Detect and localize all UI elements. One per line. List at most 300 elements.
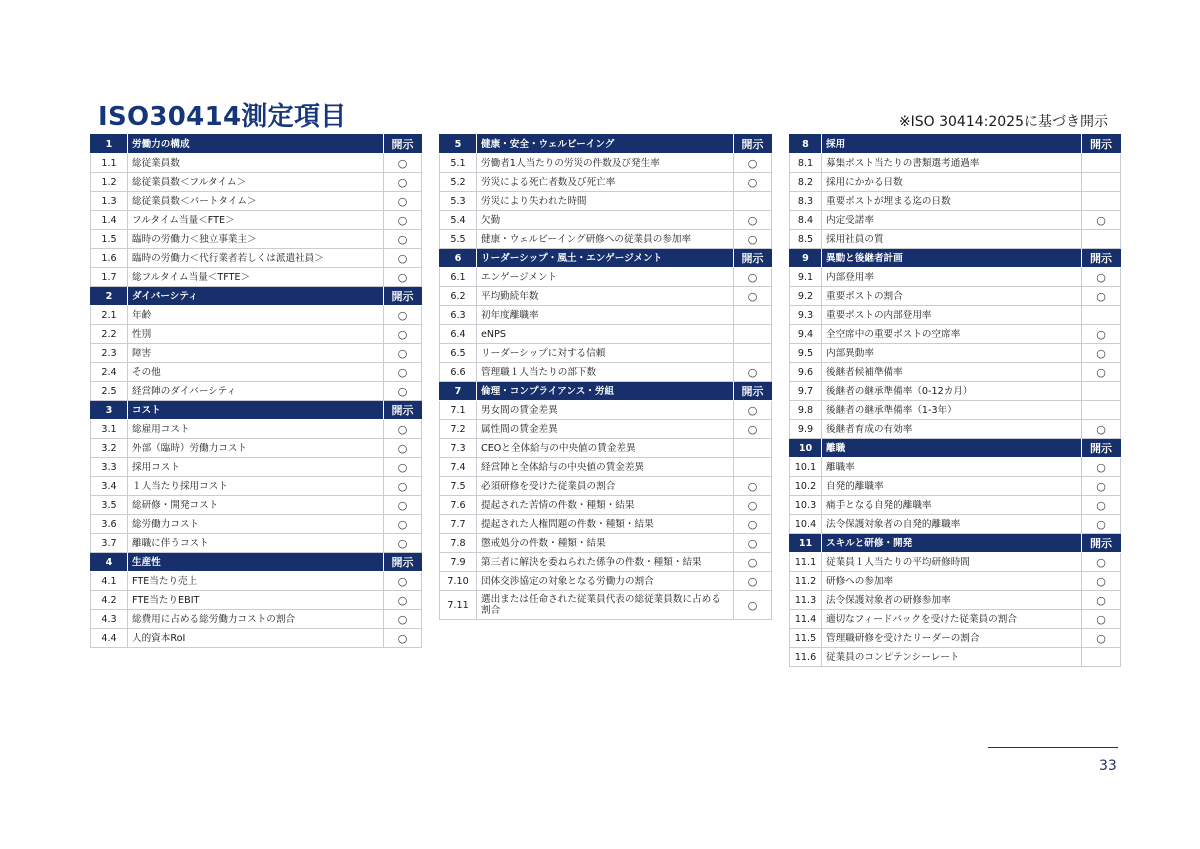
metric-number: 10.3 (790, 496, 822, 515)
disclosure-mark: ○ (1082, 477, 1121, 496)
table-row (440, 458, 772, 477)
metric-label: 総労働力コスト (128, 515, 384, 534)
table-row (790, 496, 1121, 515)
metric-label: 法令保護対象者の自発的離職率 (822, 515, 1082, 534)
metric-label: 平均勤続年数 (477, 287, 734, 306)
metric-label: 内部異動率 (822, 344, 1082, 363)
table-row (790, 515, 1121, 534)
metric-number: 3.2 (91, 439, 128, 458)
metric-number: 7.6 (440, 496, 477, 515)
table-row (91, 249, 422, 268)
metric-number: 11.4 (790, 610, 822, 629)
disclosure-mark: ○ (384, 363, 422, 382)
section-title: コスト (128, 401, 384, 420)
section-header (91, 135, 422, 154)
metric-number: 2.2 (91, 325, 128, 344)
metric-number: 1.5 (91, 230, 128, 249)
disclosure-mark (734, 344, 772, 363)
table-row (790, 572, 1121, 591)
metric-label: 後継者育成の有効率 (822, 420, 1082, 439)
table-row (790, 401, 1121, 420)
disclosure-note: ※ISO 30414:2025に基づき開示 (898, 114, 1108, 130)
disclosure-mark (1082, 154, 1121, 173)
disclosure-column-header: 開示 (734, 249, 772, 268)
disclosure-mark: ○ (734, 268, 772, 287)
disclosure-mark: ○ (1082, 553, 1121, 572)
metric-number: 8.3 (790, 192, 822, 211)
metric-number: 6.3 (440, 306, 477, 325)
disclosure-mark: ○ (384, 610, 422, 629)
metric-number: 6.1 (440, 268, 477, 287)
metric-label: 募集ポスト当たりの書類選考通過率 (822, 154, 1082, 173)
metric-number: 4.4 (91, 629, 128, 648)
metric-number: 9.3 (790, 306, 822, 325)
table-row (440, 325, 772, 344)
disclosure-mark: ○ (384, 211, 422, 230)
metric-number: 2.4 (91, 363, 128, 382)
metric-number: 1.4 (91, 211, 128, 230)
disclosure-mark: ○ (384, 572, 422, 591)
table-row (790, 211, 1121, 230)
metric-number: 10.1 (790, 458, 822, 477)
metric-label: 離職率 (822, 458, 1082, 477)
disclosure-mark: ○ (1082, 515, 1121, 534)
disclosure-mark (1082, 401, 1121, 420)
table-row (91, 591, 422, 610)
metric-number: 7.4 (440, 458, 477, 477)
disclosure-column-header: 開示 (384, 287, 422, 306)
table-row (440, 154, 772, 173)
metric-label: 労災による死亡者数及び死亡率 (477, 173, 734, 192)
table-row (790, 648, 1121, 667)
metric-number: 10.4 (790, 515, 822, 534)
disclosure-mark: ○ (734, 420, 772, 439)
table-row (91, 325, 422, 344)
table-row (91, 534, 422, 553)
metric-label: 臨時の労働力＜代行業者若しくは派遣社員＞ (128, 249, 384, 268)
section-number: 1 (91, 135, 128, 154)
table-row (440, 439, 772, 458)
table-row (91, 154, 422, 173)
metric-label: 第三者に解決を委ねられた係争の件数・種類・結果 (477, 553, 734, 572)
table-row (790, 344, 1121, 363)
metric-number: 1.1 (91, 154, 128, 173)
table-row (440, 515, 772, 534)
disclosure-mark: ○ (384, 325, 422, 344)
table-row (790, 610, 1121, 629)
metric-number: 6.2 (440, 287, 477, 306)
metric-label: エンゲージメント (477, 268, 734, 287)
metric-label: 属性間の賃金差異 (477, 420, 734, 439)
section-number: 2 (91, 287, 128, 306)
metric-label: 離職に伴うコスト (128, 534, 384, 553)
section-number: 3 (91, 401, 128, 420)
metrics-table (90, 134, 422, 648)
disclosure-mark: ○ (384, 439, 422, 458)
table-row (440, 591, 772, 620)
metric-label: フルタイム当量＜FTE＞ (128, 211, 384, 230)
table-row (790, 287, 1121, 306)
metric-number: 9.6 (790, 363, 822, 382)
table-row (91, 382, 422, 401)
disclosure-column-header: 開示 (1082, 249, 1121, 268)
disclosure-mark: ○ (384, 629, 422, 648)
disclosure-mark (1082, 230, 1121, 249)
metric-label: 提起された苦情の件数・種類・結果 (477, 496, 734, 515)
disclosure-column-header: 開示 (384, 553, 422, 572)
metric-number: 10.2 (790, 477, 822, 496)
section-number: 9 (790, 249, 822, 268)
section-number: 10 (790, 439, 822, 458)
table-row (91, 192, 422, 211)
table-row (790, 382, 1121, 401)
table-row (440, 420, 772, 439)
metric-label: 法令保護対象者の研修参加率 (822, 591, 1082, 610)
metric-label: 重要ポストが埋まる迄の日数 (822, 192, 1082, 211)
section-header (91, 287, 422, 306)
disclosure-mark: ○ (384, 496, 422, 515)
metric-number: 4.1 (91, 572, 128, 591)
metric-number: 9.1 (790, 268, 822, 287)
metric-label: １人当たり採用コスト (128, 477, 384, 496)
disclosure-mark (734, 306, 772, 325)
disclosure-mark: ○ (734, 173, 772, 192)
metric-number: 7.11 (440, 591, 477, 620)
table-row (440, 363, 772, 382)
disclosure-column-header: 開示 (734, 382, 772, 401)
disclosure-mark: ○ (384, 192, 422, 211)
table-row (91, 420, 422, 439)
table-row (790, 458, 1121, 477)
metric-label: リーダーシップに対する信頼 (477, 344, 734, 363)
disclosure-mark: ○ (384, 458, 422, 477)
metric-number: 1.6 (91, 249, 128, 268)
metric-label: 痛手となる自発的離職率 (822, 496, 1082, 515)
metric-label: CEOと全体給与の中央値の賃金差異 (477, 439, 734, 458)
disclosure-mark: ○ (384, 230, 422, 249)
disclosure-mark (734, 325, 772, 344)
page-title: ISO30414測定項目 (98, 102, 347, 132)
metric-label: 労働者1人当たりの労災の件数及び発生率 (477, 154, 734, 173)
disclosure-mark: ○ (1082, 591, 1121, 610)
metrics-table (439, 134, 772, 620)
disclosure-mark: ○ (1082, 268, 1121, 287)
table-row (790, 173, 1121, 192)
metric-number: 9.8 (790, 401, 822, 420)
metric-number: 5.5 (440, 230, 477, 249)
metric-label: 総フルタイム当量＜TFTE＞ (128, 268, 384, 287)
disclosure-mark: ○ (384, 420, 422, 439)
disclosure-mark: ○ (1082, 363, 1121, 382)
metric-label: その他 (128, 363, 384, 382)
table-row (91, 515, 422, 534)
metric-label: 後継者の継承準備率（1-3年） (822, 401, 1082, 420)
table-row (440, 268, 772, 287)
metric-label: 経営陣のダイバーシティ (128, 382, 384, 401)
metric-number: 3.5 (91, 496, 128, 515)
table-row (91, 610, 422, 629)
disclosure-mark: ○ (1082, 420, 1121, 439)
metric-number: 9.5 (790, 344, 822, 363)
metric-number: 7.3 (440, 439, 477, 458)
disclosure-mark (1082, 306, 1121, 325)
metric-number: 1.2 (91, 173, 128, 192)
disclosure-mark (734, 192, 772, 211)
section-title: 生産性 (128, 553, 384, 572)
disclosure-mark: ○ (1082, 458, 1121, 477)
table-row (440, 496, 772, 515)
section-header (790, 135, 1121, 154)
metric-number: 8.4 (790, 211, 822, 230)
metric-label: 全空席中の重要ポストの空席率 (822, 325, 1082, 344)
disclosure-mark: ○ (734, 534, 772, 553)
metric-label: 初年度離職率 (477, 306, 734, 325)
metric-label: 年齢 (128, 306, 384, 325)
metric-label: 適切なフィードバックを受けた従業員の割合 (822, 610, 1082, 629)
metric-label: 男女間の賃金差異 (477, 401, 734, 420)
metric-number: 2.3 (91, 344, 128, 363)
section-number: 5 (440, 135, 477, 154)
metric-label: 内定受諾率 (822, 211, 1082, 230)
table-row (440, 230, 772, 249)
metric-number: 4.3 (91, 610, 128, 629)
disclosure-mark: ○ (734, 211, 772, 230)
metric-number: 11.1 (790, 553, 822, 572)
section-number: 6 (440, 249, 477, 268)
disclosure-mark: ○ (1082, 344, 1121, 363)
disclosure-mark (734, 458, 772, 477)
metric-label: 研修への参加率 (822, 572, 1082, 591)
disclosure-mark: ○ (734, 230, 772, 249)
table-row (91, 344, 422, 363)
table-row (790, 268, 1121, 287)
metric-number: 6.6 (440, 363, 477, 382)
metric-number: 3.7 (91, 534, 128, 553)
metric-label: 従業員１人当たりの平均研修時間 (822, 553, 1082, 572)
metric-label: 提起された人権問題の件数・種類・結果 (477, 515, 734, 534)
table-row (790, 306, 1121, 325)
metric-label: 後継者の継承準備率（0-12カ月） (822, 382, 1082, 401)
section-header (440, 249, 772, 268)
section-title: ダイバーシティ (128, 287, 384, 306)
metric-number: 7.5 (440, 477, 477, 496)
disclosure-mark: ○ (1082, 629, 1121, 648)
metric-label: 採用にかかる日数 (822, 173, 1082, 192)
disclosure-mark: ○ (1082, 211, 1121, 230)
table-row (440, 211, 772, 230)
disclosure-column-header: 開示 (1082, 534, 1121, 553)
metric-label: 障害 (128, 344, 384, 363)
disclosure-mark: ○ (734, 496, 772, 515)
metric-label: 管理職研修を受けたリーダーの割合 (822, 629, 1082, 648)
table-row (91, 173, 422, 192)
section-header (91, 553, 422, 572)
metric-label: 団体交渉協定の対象となる労働力の割合 (477, 572, 734, 591)
table-row (440, 344, 772, 363)
disclosure-mark: ○ (1082, 496, 1121, 515)
table-row (440, 477, 772, 496)
disclosure-mark: ○ (384, 344, 422, 363)
disclosure-mark: ○ (384, 306, 422, 325)
disclosure-column-header: 開示 (384, 401, 422, 420)
disclosure-mark: ○ (1082, 610, 1121, 629)
metric-label: 健康・ウェルビーイング研修への従業員の参加率 (477, 230, 734, 249)
metrics-column-1 (90, 134, 422, 648)
metric-label: 欠勤 (477, 211, 734, 230)
metric-label: 総費用に占める総労働力コストの割合 (128, 610, 384, 629)
metric-number: 1.7 (91, 268, 128, 287)
table-row (91, 306, 422, 325)
table-row (440, 553, 772, 572)
metric-number: 6.4 (440, 325, 477, 344)
disclosure-mark: ○ (384, 268, 422, 287)
disclosure-mark: ○ (384, 534, 422, 553)
metric-number: 5.2 (440, 173, 477, 192)
metric-label: 必須研修を受けた従業員の割合 (477, 477, 734, 496)
disclosure-mark: ○ (734, 287, 772, 306)
table-row (91, 458, 422, 477)
metric-number: 9.9 (790, 420, 822, 439)
disclosure-mark: ○ (384, 591, 422, 610)
table-row (790, 363, 1121, 382)
metrics-column-3 (789, 134, 1121, 667)
metric-number: 4.2 (91, 591, 128, 610)
metric-label: 人的資本RoI (128, 629, 384, 648)
metric-number: 7.7 (440, 515, 477, 534)
metric-label: 総従業員数 (128, 154, 384, 173)
section-header (440, 382, 772, 401)
metric-number: 9.4 (790, 325, 822, 344)
metric-number: 3.4 (91, 477, 128, 496)
section-title: 離職 (822, 439, 1082, 458)
table-row (440, 572, 772, 591)
metric-label: 採用社員の質 (822, 230, 1082, 249)
metric-label: 総雇用コスト (128, 420, 384, 439)
table-row (790, 325, 1121, 344)
metric-number: 11.6 (790, 648, 822, 667)
metric-number: 11.3 (790, 591, 822, 610)
disclosure-mark: ○ (384, 477, 422, 496)
table-row (790, 420, 1121, 439)
disclosure-column-header: 開示 (1082, 439, 1121, 458)
metric-number: 9.7 (790, 382, 822, 401)
footer-divider (988, 747, 1118, 748)
table-row (790, 553, 1121, 572)
table-row (440, 192, 772, 211)
table-row (91, 268, 422, 287)
metric-number: 7.2 (440, 420, 477, 439)
metric-label: FTE当たりEBIT (128, 591, 384, 610)
section-title: スキルと研修・開発 (822, 534, 1082, 553)
table-row (440, 287, 772, 306)
disclosure-mark: ○ (734, 572, 772, 591)
section-number: 4 (91, 553, 128, 572)
disclosure-column-header: 開示 (384, 135, 422, 154)
disclosure-mark: ○ (734, 401, 772, 420)
metric-number: 2.1 (91, 306, 128, 325)
disclosure-mark: ○ (734, 553, 772, 572)
table-row (91, 629, 422, 648)
section-title: 採用 (822, 135, 1082, 154)
section-header (790, 534, 1121, 553)
metric-label: 従業員のコンピテンシーレート (822, 648, 1082, 667)
table-row (790, 629, 1121, 648)
table-row (91, 439, 422, 458)
metric-label: 外部（臨時）労働力コスト (128, 439, 384, 458)
table-row (91, 496, 422, 515)
table-row (91, 230, 422, 249)
section-title: 健康・安全・ウェルビーイング (477, 135, 734, 154)
section-header (790, 249, 1121, 268)
metric-label: 総従業員数＜パートタイム＞ (128, 192, 384, 211)
table-row (440, 401, 772, 420)
disclosure-mark: ○ (734, 477, 772, 496)
disclosure-mark: ○ (384, 154, 422, 173)
metrics-table (789, 134, 1121, 667)
metric-label: 性別 (128, 325, 384, 344)
section-title: 倫理・コンプライアンス・労組 (477, 382, 734, 401)
table-row (790, 230, 1121, 249)
table-row (91, 477, 422, 496)
metric-label: 採用コスト (128, 458, 384, 477)
disclosure-mark: ○ (734, 363, 772, 382)
section-title: 異動と後継者計画 (822, 249, 1082, 268)
metric-label: 選出または任命された従業員代表の総従業員数に占める割合 (477, 591, 734, 620)
metric-number: 5.4 (440, 211, 477, 230)
metric-label: 重要ポストの内部登用率 (822, 306, 1082, 325)
metric-label: 総従業員数＜フルタイム＞ (128, 173, 384, 192)
disclosure-mark: ○ (734, 515, 772, 534)
metric-number: 6.5 (440, 344, 477, 363)
section-number: 8 (790, 135, 822, 154)
disclosure-mark: ○ (384, 382, 422, 401)
disclosure-column-header: 開示 (1082, 135, 1121, 154)
table-row (790, 591, 1121, 610)
metric-number: 7.9 (440, 553, 477, 572)
metric-number: 11.5 (790, 629, 822, 648)
table-row (91, 572, 422, 591)
section-title: リーダーシップ・風土・エンゲージメント (477, 249, 734, 268)
metric-number: 7.8 (440, 534, 477, 553)
section-header (790, 439, 1121, 458)
metric-label: eNPS (477, 325, 734, 344)
table-row (440, 534, 772, 553)
metric-number: 8.5 (790, 230, 822, 249)
metrics-column-2 (439, 134, 772, 620)
table-row (91, 363, 422, 382)
metric-label: 臨時の労働力＜独立事業主＞ (128, 230, 384, 249)
metric-number: 1.3 (91, 192, 128, 211)
section-number: 7 (440, 382, 477, 401)
metric-number: 5.3 (440, 192, 477, 211)
disclosure-mark (1082, 173, 1121, 192)
disclosure-mark: ○ (1082, 325, 1121, 344)
metric-number: 8.2 (790, 173, 822, 192)
metric-number: 11.2 (790, 572, 822, 591)
section-header (440, 135, 772, 154)
metric-label: 労災により失われた時間 (477, 192, 734, 211)
disclosure-mark: ○ (384, 249, 422, 268)
metric-label: 懲戒処分の件数・種類・結果 (477, 534, 734, 553)
table-row (790, 154, 1121, 173)
metric-label: 内部登用率 (822, 268, 1082, 287)
section-header (91, 401, 422, 420)
metric-label: 自発的離職率 (822, 477, 1082, 496)
disclosure-mark (1082, 382, 1121, 401)
metric-label: 管理職１人当たりの部下数 (477, 363, 734, 382)
metric-number: 8.1 (790, 154, 822, 173)
table-row (790, 477, 1121, 496)
